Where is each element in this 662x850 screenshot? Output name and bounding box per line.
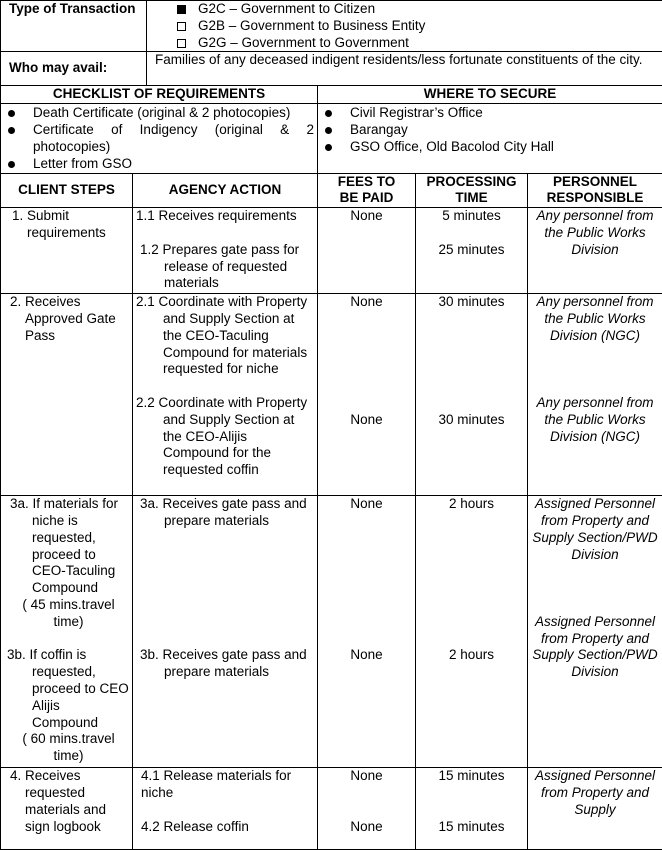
checklist-header: CHECKLIST OF REQUIREMENTS [1,86,318,104]
personnel: Any personnel from the Public Works Division [528,208,662,294]
fee: None None [318,294,416,496]
who-may-avail-label: Who may avail: [1,52,147,86]
bullet-icon [8,161,15,168]
bullet-icon [325,144,332,151]
checked-box-icon [177,5,186,14]
transaction-options [147,1,662,52]
agency-action: 1.1 Receives requirements 1.2 Prepares gate pass for release of requested materials [133,208,318,294]
unchecked-box-icon [177,22,186,31]
option-g2c: G2C – Government to Citizen [147,1,662,18]
col-personnel: PERSONNEL RESPONSIBLE [528,173,662,208]
checklist-item: Letter from GSO [4,156,314,173]
personnel: Assigned Personnel from Property and Supply [528,768,662,850]
who-may-avail-value: Families of any deceased indigent residents/less fortunate constituents of the city. [147,52,662,86]
bullet-icon [325,110,332,117]
fee: None None [318,496,416,768]
where-to-secure-header: WHERE TO SECURE [318,86,662,104]
processing-time: 15 minutes 15 minutes [416,768,528,850]
col-fees: FEES TO BE PAID [318,173,416,208]
fee: None [318,208,416,294]
agency-action: 3a. Receives gate pass and prepare materials 3b. Receives gate pass and prepare materials [133,496,318,768]
checklist-items [1,104,318,173]
table-row [1,496,662,768]
bullet-icon [8,110,15,117]
option-g2g: G2G – Government to Government [147,35,662,52]
processing-time: 2 hours 2 hours [416,496,528,768]
where-item: Barangay [321,122,659,139]
client-step: 3a. If materials for niche is requested, proceed to CEO-Taculing Compound ( 45 mins.travel time) 3b. If coffin is requested, proceed to CEO Alijis Compound ( 60 mins.travel time) [1,496,133,768]
bullet-icon [8,127,15,134]
agency-action: 4.1 Release materials for niche 4.2 Release coffin [133,768,318,850]
col-agency-action: AGENCY ACTION [133,173,318,208]
bullet-icon [325,127,332,134]
col-processing-time: PROCESSING TIME [416,173,528,208]
type-of-transaction-label: Type of Transaction [1,1,147,52]
personnel: Any personnel from the Public Works Division (NGC) Any personnel from the Public Works Division (NGC) [528,294,662,496]
checklist-item: Certificate of Indigency (original & 2 photocopies) [4,122,314,156]
table-row [1,294,662,496]
fee: None None [318,768,416,850]
where-item: Civil Registrar’s Office [321,105,659,122]
processing-time: 5 minutes 25 minutes [416,208,528,294]
where-to-secure-items [318,104,662,173]
agency-action: 2.1 Coordinate with Property and Supply Section at the CEO-Taculing Compound for materials requested for niche 2.2 Coordinate with Property and Supply Section at the CEO-Alijis Compound for the requested coffin [133,294,318,496]
client-step: 1. Submit requirements [1,208,133,294]
client-step: 4. Receives requested materials and sign logbook [1,768,133,850]
table-row [1,768,662,850]
client-step: 2. Receives Approved Gate Pass [1,294,133,496]
processing-time: 30 minutes 30 minutes [416,294,528,496]
unchecked-box-icon [177,39,186,48]
personnel: Assigned Personnel from Property and Supply Section/PWD Division Assigned Personnel from Property and Supply Section/PWD Division [528,496,662,768]
checklist-item: Death Certificate (original & 2 photocopies) [4,105,314,122]
col-client-steps: CLIENT STEPS [1,173,133,208]
where-item: GSO Office, Old Bacolod City Hall [321,139,659,156]
option-g2b: G2B – Government to Business Entity [147,18,662,35]
table-row [1,208,662,294]
